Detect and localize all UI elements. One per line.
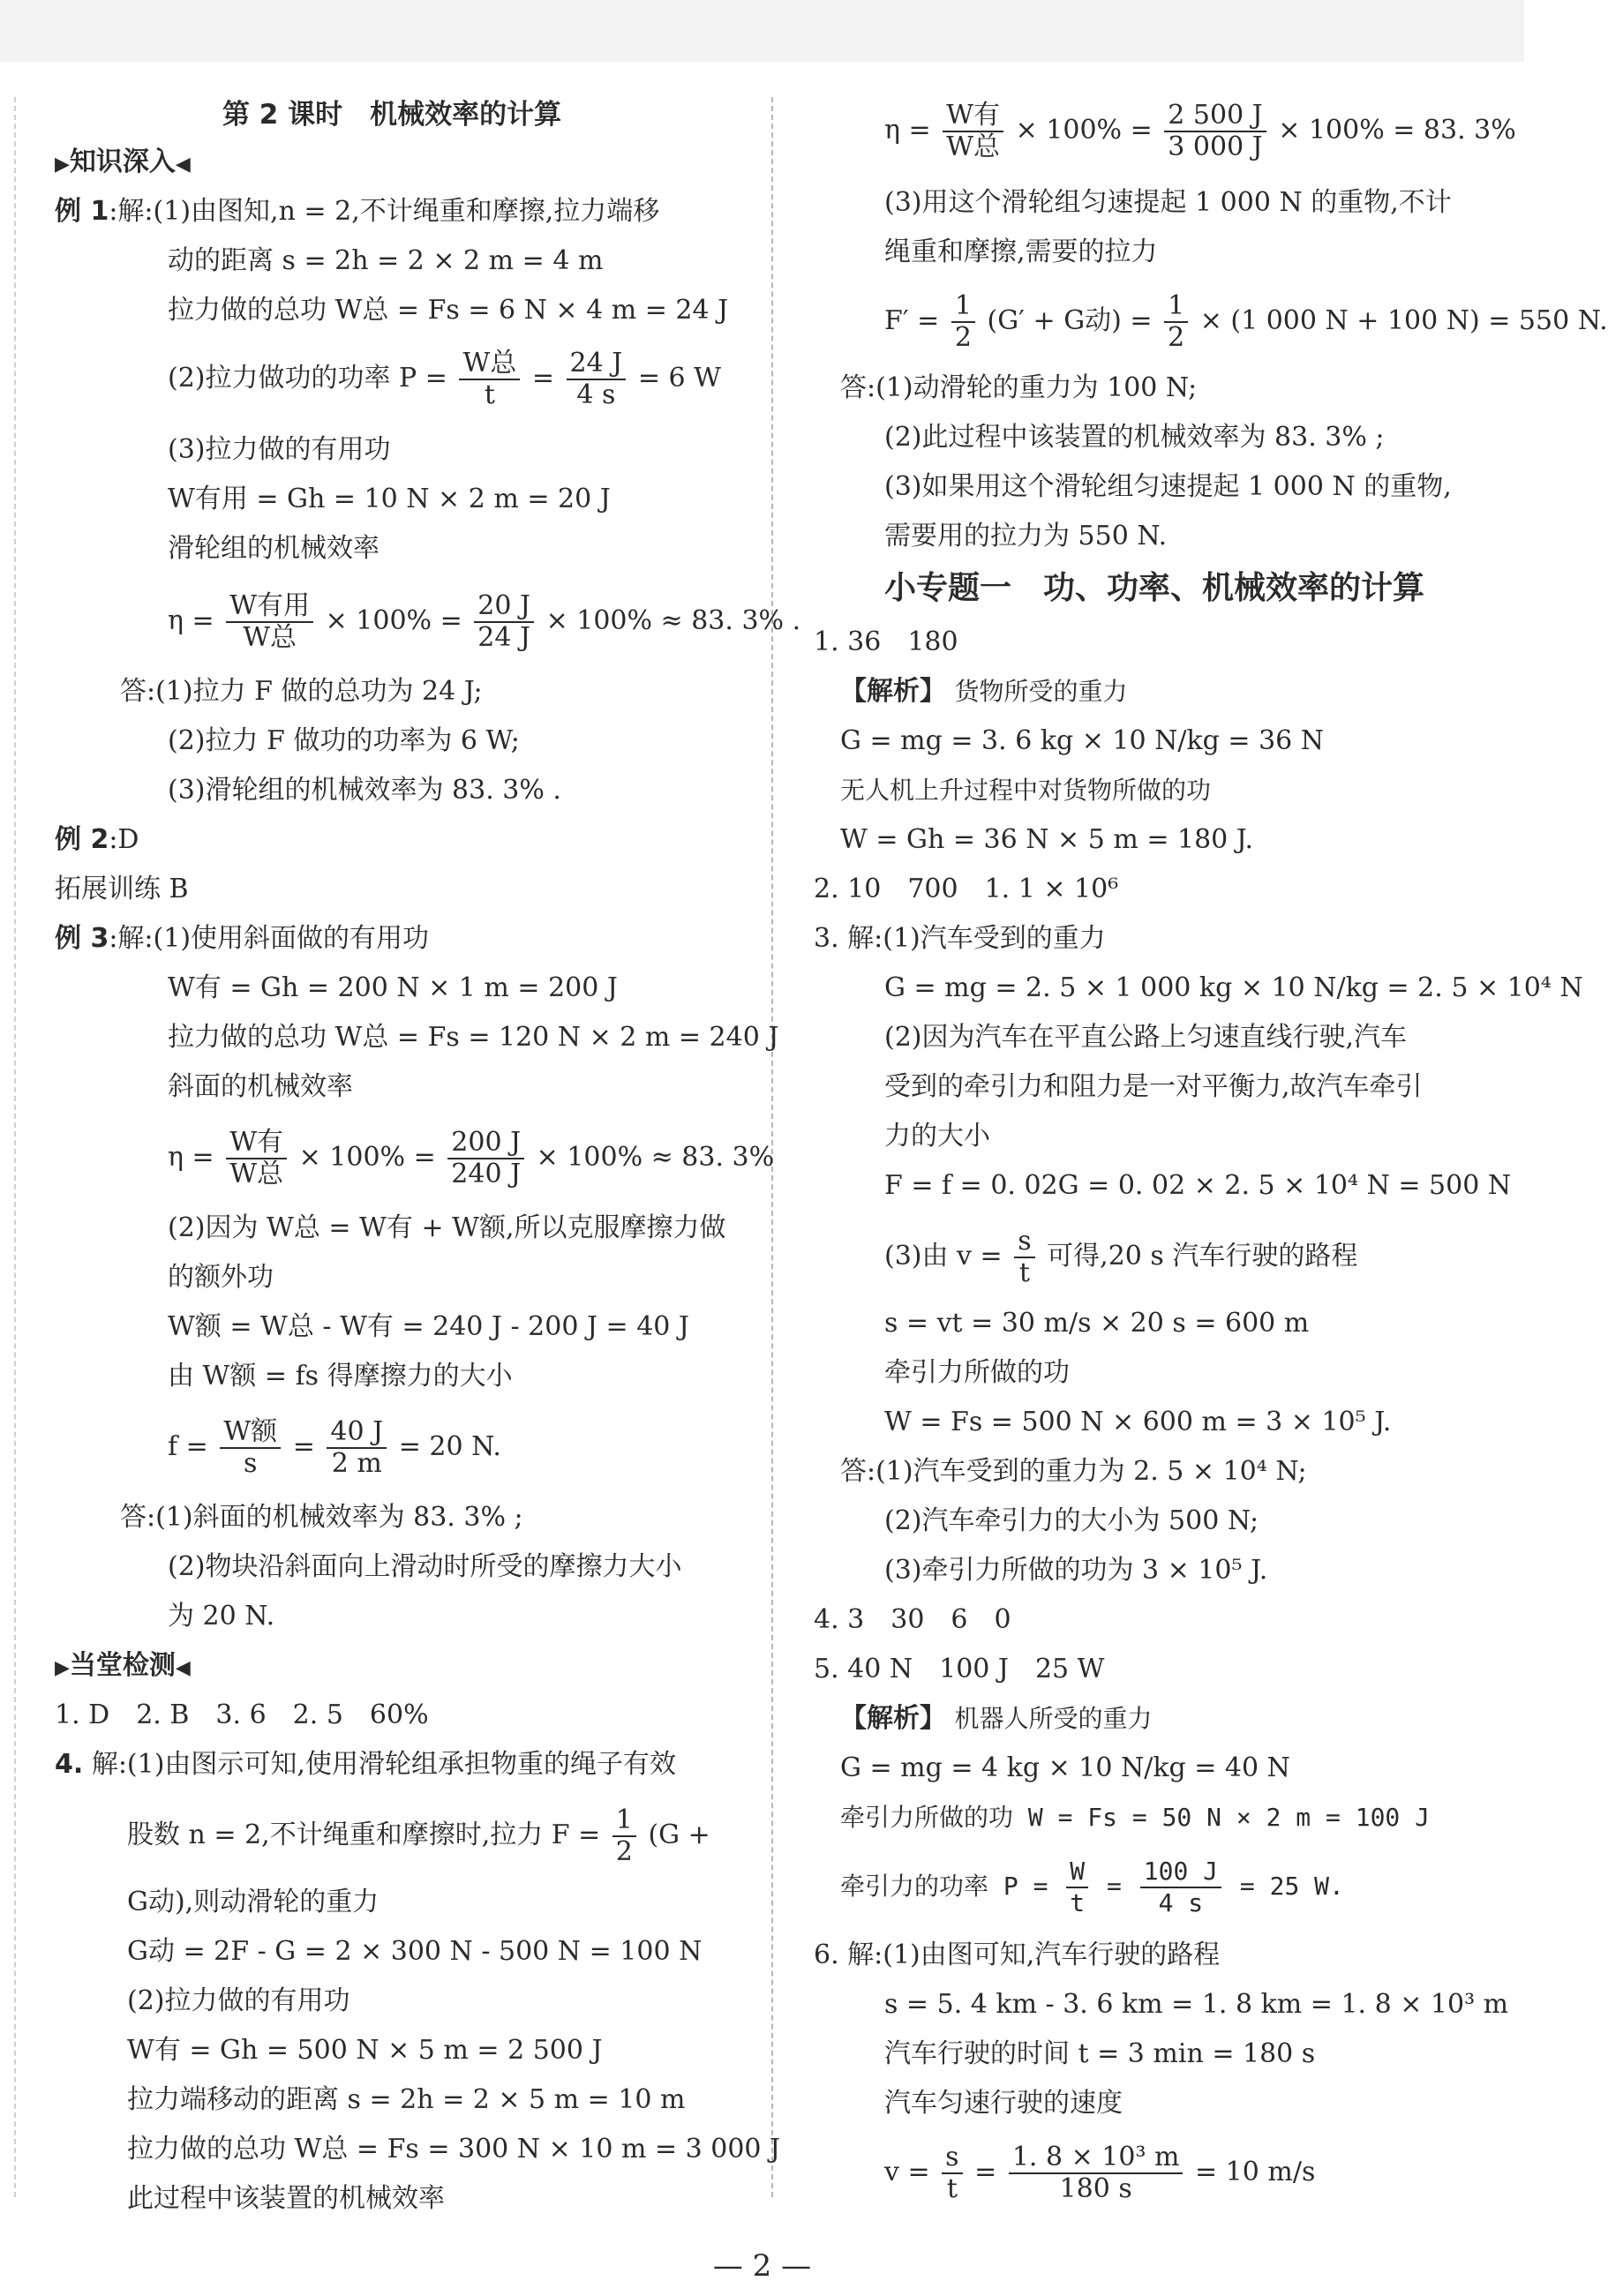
question-4-line-5: (2)拉力做的有用功 <box>127 1985 350 2016</box>
example-1-answer-1: 答:(1)拉力 F 做的总功为 24 J; <box>120 676 483 707</box>
answer-3-line-9: 牵引力所做的功 <box>884 1357 1070 1388</box>
example-1-line-5: (3)拉力做的有用功 <box>168 434 391 465</box>
question-4-line-3: G动),则动滑轮的重力 <box>127 1887 379 1917</box>
question-4-answer-1: 答:(1)动滑轮的重力为 100 N; <box>840 372 1198 403</box>
question-4-line-4: G动 = 2F - G = 2 × 300 N - 500 N = 100 N <box>127 1936 703 1967</box>
example-3-friction-formula: f = $\frac{\text{W额}}{s}$ = $\frac{40 J}{2 m}$ = 20 N. <box>168 1416 501 1479</box>
answer-3-line-10: W = Fs = 500 N × 600 m = 3 × 10⁵ J. <box>884 1407 1392 1437</box>
answer-3-line-4: 受到的牵引力和阻力是一对平衡力,故汽车牵引 <box>884 1071 1423 1102</box>
question-4-answer-4: 需要用的拉力为 550 N. <box>884 521 1168 551</box>
question-4-line-1: 4. 解:(1)由图示可知,使用滑轮组承担物重的绳子有效 <box>55 1749 676 1780</box>
answer-6-line-3: 汽车行驶的时间 t = 3 min = 180 s <box>884 2038 1316 2069</box>
section-knowledge: ▶知识深入◀ <box>55 146 191 177</box>
question-4-line-8: 拉力做的总功 W总 = Fs = 300 N × 10 m = 3 000 J <box>127 2134 781 2165</box>
answer-3-line-8: s = vt = 30 m/s × 20 s = 600 m <box>884 1308 1310 1339</box>
example-1-power-formula: (2)拉力做功的功率 P = $\frac{\text{W总}}{t}$ = $\frac{24 J}{4 s}$ = 6 W <box>168 348 721 410</box>
check-answers-1-3: 1. D 2. B 3. 6 2. 5 60% <box>55 1699 429 1730</box>
example-3-line-6: 的额外功 <box>168 1262 274 1293</box>
question-4-right-line-1: (3)用这个滑轮组匀速提起 1 000 N 的重物,不计 <box>884 187 1452 218</box>
question-4-line-6: W有 = Gh = 500 N × 5 m = 2 500 J <box>127 2035 603 2066</box>
answer-6-line-4: 汽车匀速行驶的速度 <box>884 2088 1123 2119</box>
answer-3-answer-1: 答:(1)汽车受到的重力为 2. 5 × 10⁴ N; <box>840 1456 1307 1487</box>
answer-2: 2. 10 700 1. 1 × 10⁶ <box>814 874 1119 904</box>
answer-3-line-6: F = f = 0. 02G = 0. 02 × 2. 5 × 10⁴ N = 500 N <box>884 1170 1512 1201</box>
example-3-answer-2: (2)物块沿斜面向上滑动时所受的摩擦力大小 <box>168 1551 682 1582</box>
example-1-answer-2: (2)拉力 F 做功的功率为 6 W; <box>168 725 520 756</box>
question-4-right-line-2: 绳重和摩擦,需要的拉力 <box>884 236 1158 267</box>
example-3-line-8: 由 W额 = fs 得摩擦力的大小 <box>168 1361 513 1392</box>
example-3-line-5: (2)因为 W总 = W有 + W额,所以克服摩擦力做 <box>168 1212 726 1243</box>
answer-6-speed-formula: v = $\frac{s}{t}$ = $\frac{\text{1. 8 × 10³ m}}{180 s}$ = 10 m/s <box>884 2142 1316 2204</box>
question-4-pulling-force: 股数 n = 2,不计绳重和摩擦时,拉力 F = $\frac{1}{2}$ (G + <box>127 1805 710 1867</box>
example-1-line-2: 动的距离 s = 2h = 2 × 2 m = 4 m <box>168 245 604 276</box>
section-check: ▶当堂检测◀ <box>55 1650 191 1681</box>
lesson-title: 第 2 课时 机械效率的计算 <box>222 99 562 131</box>
example-1-line-3: 拉力做的总功 W总 = Fs = 6 N × 4 m = 24 J <box>168 295 729 326</box>
question-4-line-7: 拉力端移动的距离 s = 2h = 2 × 5 m = 10 m <box>127 2084 686 2115</box>
topic-title: 小专题一 功、功率、机械效率的计算 <box>884 569 1425 606</box>
answer-3-line-3: (2)因为汽车在平直公路上匀速直线行驶,汽车 <box>884 1022 1408 1053</box>
question-4-efficiency-formula: η = $\frac{\text{W有}}{\text{W总}}$ × 100% = $\frac{2 500 J}{3 000 J}$ × 100% = 83. 3% <box>884 100 1516 162</box>
example-3-answer-1: 答:(1)斜面的机械效率为 83. 3% ; <box>120 1502 523 1533</box>
page-number: — 2 — <box>712 2248 812 2284</box>
example-1-answer-3: (3)滑轮组的机械效率为 83. 3% . <box>168 775 561 806</box>
answer-5-analysis-1: 【解析】 机器人所受的重力 <box>840 1703 1153 1734</box>
example-3-line-7: W额 = W总 - W有 = 240 J - 200 J = 40 J <box>168 1311 689 1342</box>
example-3-answer-3: 为 20 N. <box>168 1601 275 1632</box>
example-3-line-1: 例 3:解:(1)使用斜面做的有用功 <box>55 923 430 954</box>
example-3-efficiency-formula: η = $\frac{\text{W有}}{\text{W总}}$ × 100% = $\frac{200 J}{240 J}$ × 100% ≈ 83. 3% <box>168 1127 775 1189</box>
question-4-answer-2: (2)此过程中该装置的机械效率为 83. 3% ; <box>884 422 1385 453</box>
answer-3-answer-2: (2)汽车牵引力的大小为 500 N; <box>884 1505 1259 1536</box>
extension-training: 拓展训练 B <box>55 874 189 904</box>
example-2: 例 2:D <box>55 824 139 855</box>
answer-1-analysis-3: 无人机上升过程中对货物所做的功 <box>840 776 1212 805</box>
example-3-line-2: W有 = Gh = 200 N × 1 m = 200 J <box>168 972 618 1003</box>
left-margin-rule <box>14 97 16 2197</box>
answer-5-analysis-3: 牵引力所做的功 W = Fs = 50 N × 2 m = 100 J <box>840 1803 1431 1832</box>
example-1-line-6: W有用 = Gh = 10 N × 2 m = 20 J <box>168 484 611 514</box>
answer-3-speed-formula: (3)由 v = $\frac{s}{t}$ 可得,20 s 汽车行驶的路程 <box>884 1226 1358 1288</box>
answer-1-analysis-2: G = mg = 3. 6 kg × 10 N/kg = 36 N <box>840 725 1325 756</box>
example-1-line-7: 滑轮组的机械效率 <box>168 533 379 564</box>
question-4-new-force-formula: F′ = $\frac{1}{2}$ (G′ + G动) = $\frac{1}{2}$ × (1 000 N + 100 N) = 550 N. <box>884 290 1608 353</box>
answer-6-line-2: s = 5. 4 km - 3. 6 km = 1. 8 km = 1. 8 × 10³ m <box>884 1989 1509 2020</box>
answer-3-answer-3: (3)牵引力所做的功为 3 × 10⁵ J. <box>884 1555 1268 1586</box>
example-1-line-1: 例 1:解:(1)由图知,n = 2,不计绳重和摩擦,拉力端移 <box>55 196 660 227</box>
answer-3-line-2: G = mg = 2. 5 × 1 000 kg × 10 N/kg = 2. 5 × 10⁴ N <box>884 972 1583 1003</box>
example-3-line-4: 斜面的机械效率 <box>168 1071 353 1102</box>
question-4-line-9: 此过程中该装置的机械效率 <box>127 2183 445 2214</box>
answer-5-analysis-2: G = mg = 4 kg × 10 N/kg = 40 N <box>840 1752 1290 1783</box>
example-3-line-3: 拉力做的总功 W总 = Fs = 120 N × 2 m = 240 J <box>168 1022 779 1053</box>
answer-5: 5. 40 N 100 J 25 W <box>814 1654 1105 1684</box>
answer-3-line-1: 3. 解:(1)汽车受到的重力 <box>814 923 1106 954</box>
answer-3-line-5: 力的大小 <box>884 1121 990 1152</box>
answer-5-power-formula: 牵引力的功率 P = $\frac{W}{t}$ = $\frac{100 J}{4 s}$ = 25 W. <box>840 1857 1344 1917</box>
answer-1-analysis-4: W = Gh = 36 N × 5 m = 180 J. <box>840 824 1254 855</box>
page-top-band <box>0 0 1524 62</box>
answer-6-line-1: 6. 解:(1)由图可知,汽车行驶的路程 <box>814 1940 1221 1970</box>
answer-1-analysis-1: 【解析】 货物所受的重力 <box>840 676 1128 707</box>
answer-1: 1. 36 180 <box>814 627 958 657</box>
question-4-answer-3: (3)如果用这个滑轮组匀速提起 1 000 N 的重物, <box>884 471 1452 502</box>
answer-4: 4. 3 30 6 0 <box>814 1604 1011 1635</box>
example-1-efficiency-formula: η = $\frac{\text{W有用}}{\text{W总}}$ × 100% = $\frac{20 J}{24 J}$ × 100% ≈ 83. 3% . <box>168 590 801 653</box>
